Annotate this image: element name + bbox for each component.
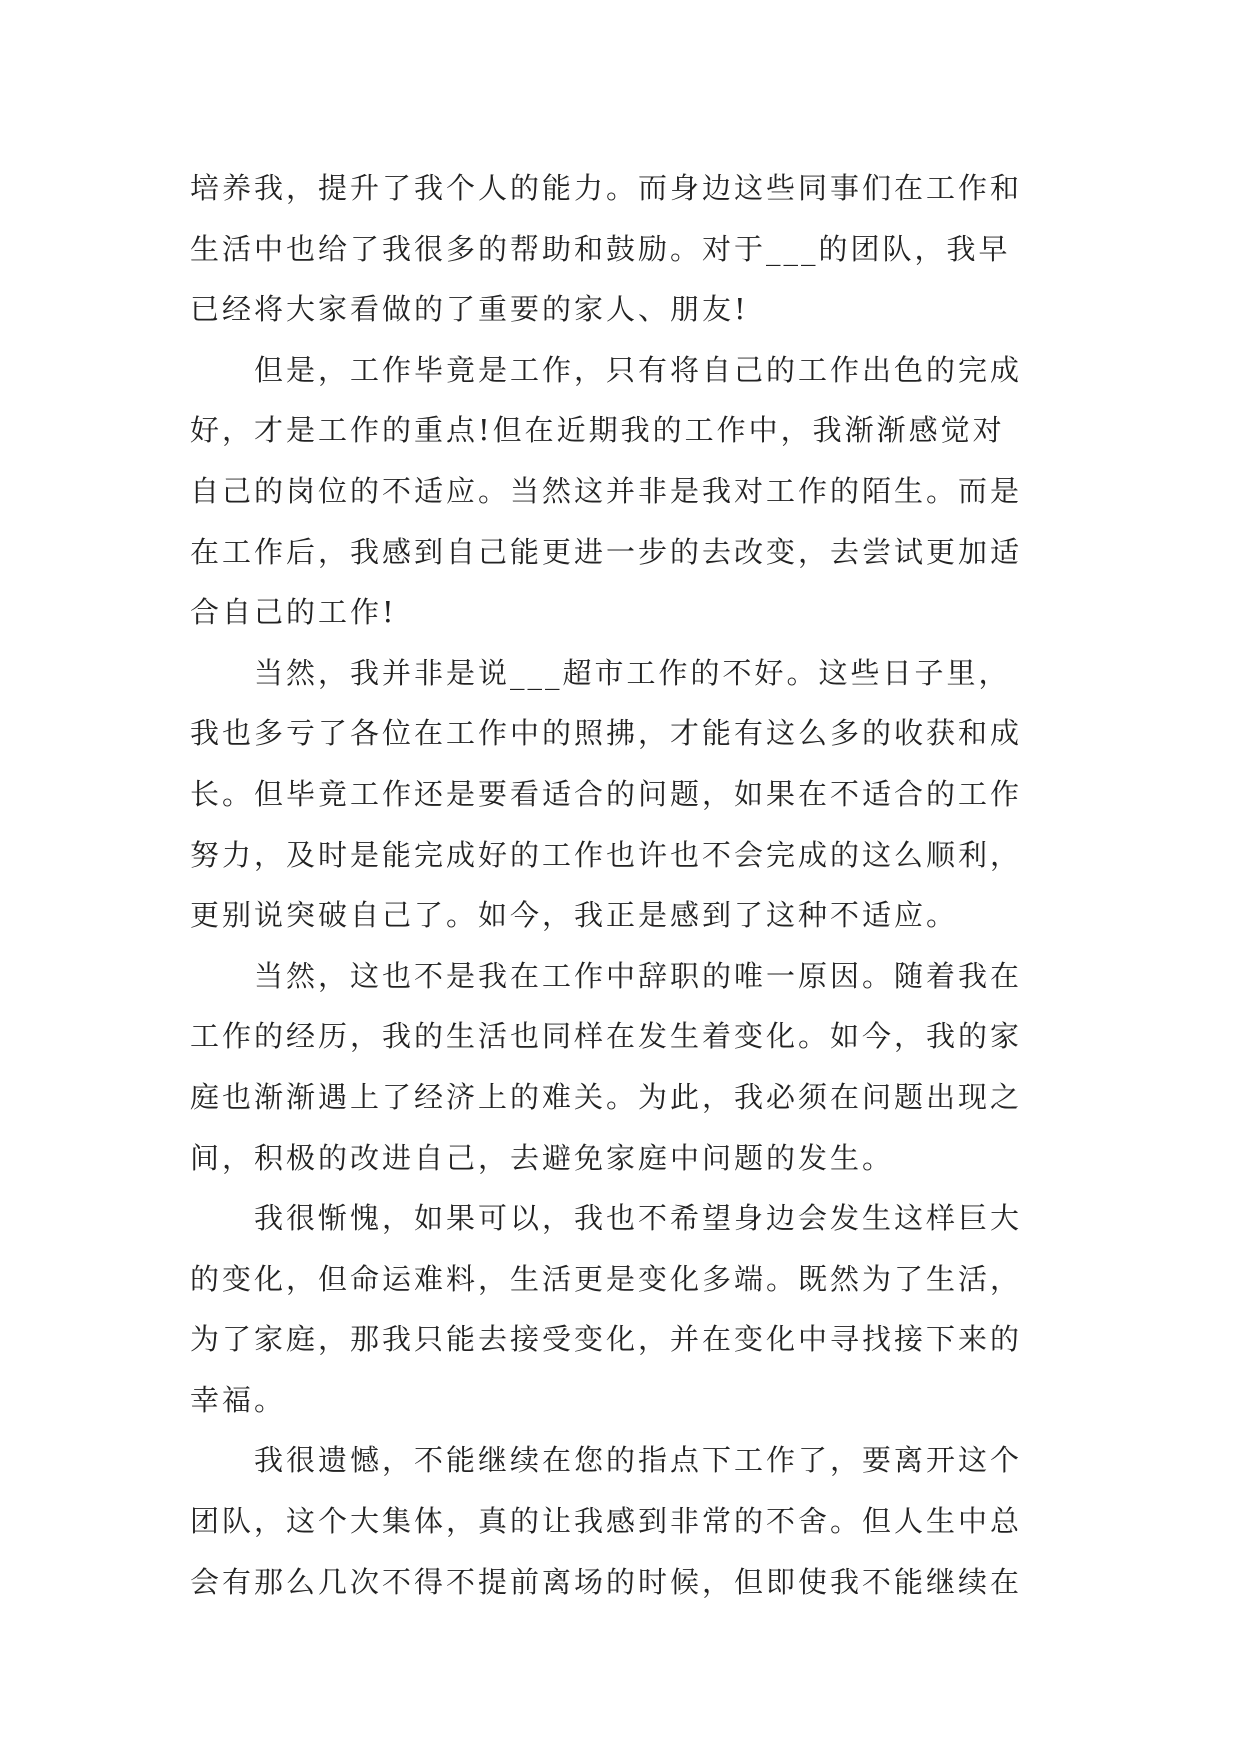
text-line: 好，才是工作的重点!但在近期我的工作中，我渐渐感觉对: [190, 413, 1005, 448]
paragraph-first-line: 我很惭愧，如果可以，我也不希望身边会发生这样巨大: [254, 1201, 1023, 1236]
paragraph-first-line: 当然，这也不是我在工作中辞职的唯一原因。随着我在: [254, 958, 1023, 993]
paragraph-first-line: 当然，我并非是说___超市工作的不好。这些日子里，: [254, 655, 1011, 690]
text-line: 幸福。: [190, 1382, 287, 1417]
text-line: 的变化，但命运难料，生活更是变化多端。既然为了生活，: [190, 1261, 1023, 1296]
text-line: 已经将大家看做的了重要的家人、朋友!: [190, 292, 749, 327]
text-line: 团队，这个大集体，真的让我感到非常的不舍。但人生中总: [190, 1504, 1023, 1539]
text-line: 培养我，提升了我个人的能力。而身边这些同事们在工作和: [190, 171, 1023, 205]
text-line: 会有那么几次不得不提前离场的时候，但即使我不能继续在: [190, 1564, 1023, 1599]
text-line: 间，积极的改进自己，去避免家庭中问题的发生。: [190, 1140, 895, 1175]
text-line: 长。但毕竟工作还是要看适合的问题，如果在不适合的工作: [190, 776, 1023, 811]
text-line: 生活中也给了我很多的帮助和鼓励。对于___的团队，我早: [190, 231, 1011, 266]
text-line: 努力，及时是能完成好的工作也许也不会完成的这么顺利，: [190, 837, 1023, 872]
text-line: 为了家庭，那我只能去接受变化，并在变化中寻找接下来的: [190, 1322, 1023, 1357]
paragraph-first-line: 但是，工作毕竟是工作，只有将自己的工作出色的完成: [254, 352, 1023, 387]
text-line: 工作的经历，我的生活也同样在发生着变化。如今，我的家: [190, 1019, 1023, 1054]
text-line: 在工作后，我感到自己能更进一步的去改变，去尝试更加适: [190, 534, 1023, 569]
text-line: 更别说突破自己了。如今，我正是感到了这种不适应。: [190, 898, 959, 933]
paragraph-first-line: 我很遗憾，不能继续在您的指点下工作了，要离开这个: [254, 1443, 1023, 1478]
text-line: 我也多亏了各位在工作中的照拂，才能有这么多的收获和成: [190, 716, 1023, 751]
text-line: 自己的岗位的不适应。当然这并非是我对工作的陌生。而是: [190, 473, 1023, 508]
text-line: 庭也渐渐遇上了经济上的难关。为此，我必须在问题出现之: [190, 1079, 1023, 1114]
letter-body: [190, 158, 1060, 1612]
text-line: 合自己的工作!: [190, 595, 397, 630]
